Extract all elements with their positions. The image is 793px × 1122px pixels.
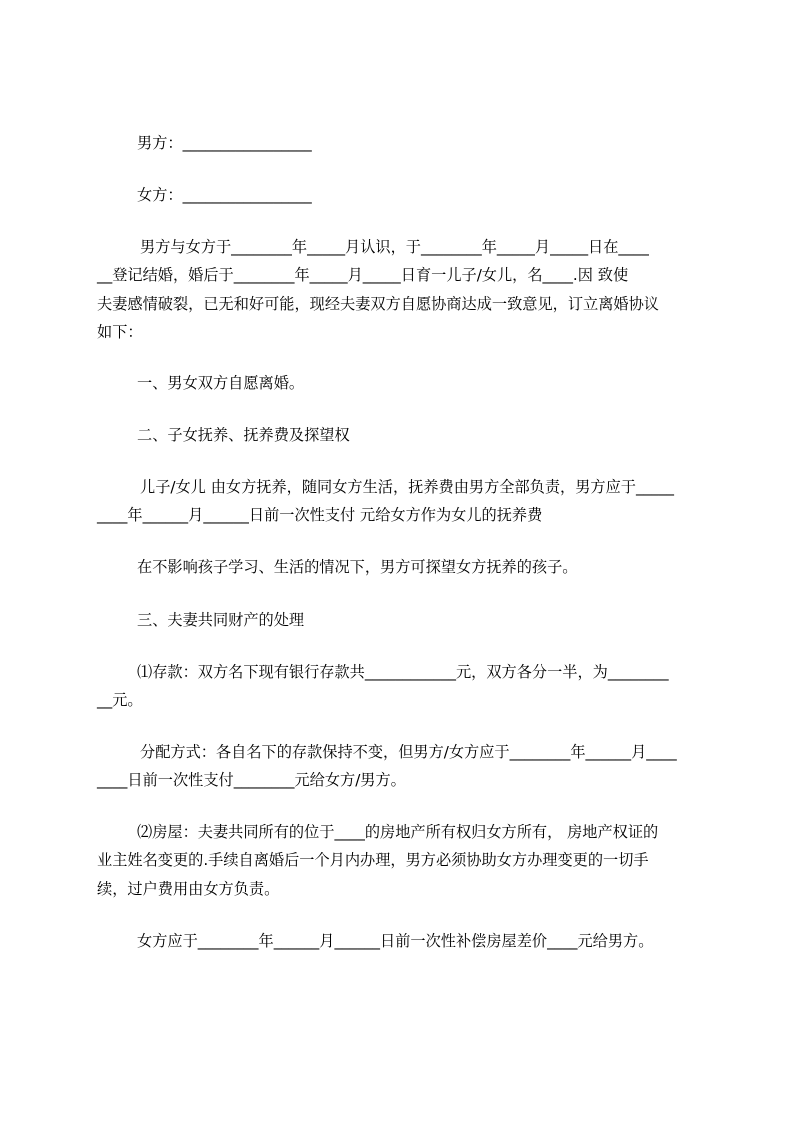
child-support-line-1: 儿子/女儿 由女方抚养，随同女方生活，抚养费由男方全部负责，男方应于_____ bbox=[140, 478, 674, 496]
house-line-3: 续，过户费用由女方负责。 bbox=[97, 880, 280, 898]
man-line: 男方：_________________ bbox=[137, 134, 312, 152]
deposit-line-2: __元。 bbox=[97, 691, 143, 709]
distribution-line-1: 分配方式：各自名下的存款保持不变，但男方/女方应于________年______月____ bbox=[140, 743, 677, 761]
visitation-paragraph: 在不影响孩子学习、生活的情况下，男方可探望女方抚养的孩子。 bbox=[137, 558, 578, 576]
intro-line-1: 男方与女方于________年_____月认识，于________年_____月_____日在____ bbox=[140, 238, 649, 256]
section-1-title: 一、男女双方自愿离婚。 bbox=[137, 374, 305, 392]
intro-line-2: __登记结婚，婚后于________年_____月_____日育一儿子/女儿，名____.因 致使 bbox=[97, 266, 629, 284]
child-support-line-2: ____年______月______日前一次性支付 元给女方作为女儿的抚养费 bbox=[97, 506, 543, 524]
compensation-paragraph: 女方应于________年______月______日前一次性补偿房屋差价____元给男方。 bbox=[137, 932, 654, 950]
distribution-line-2: ____日前一次性支付________元给女方/男方。 bbox=[97, 771, 406, 789]
house-line-2: 业主姓名变更的.手续自离婚后一个月内办理，男方必须协助女方办理变更的一切手 bbox=[97, 851, 649, 869]
intro-line-3: 夫妻感情破裂，已无和好可能，现经夫妻双方自愿协商达成一致意见，订立离婚协议 bbox=[97, 295, 659, 313]
section-3-title: 三、夫妻共同财产的处理 bbox=[137, 611, 305, 629]
deposit-line-1: ⑴存款：双方名下现有银行存款共____________元，双方各分一半，为________ bbox=[137, 663, 669, 681]
house-line-1: ⑵房屋：夫妻共同所有的位于____的房地产所有权归女方所有， 房地产权证的 bbox=[137, 823, 659, 841]
section-2-title: 二、子女抚养、抚养费及探望权 bbox=[137, 426, 350, 444]
woman-line: 女方：_________________ bbox=[137, 186, 312, 204]
intro-line-4: 如下： bbox=[97, 323, 143, 341]
